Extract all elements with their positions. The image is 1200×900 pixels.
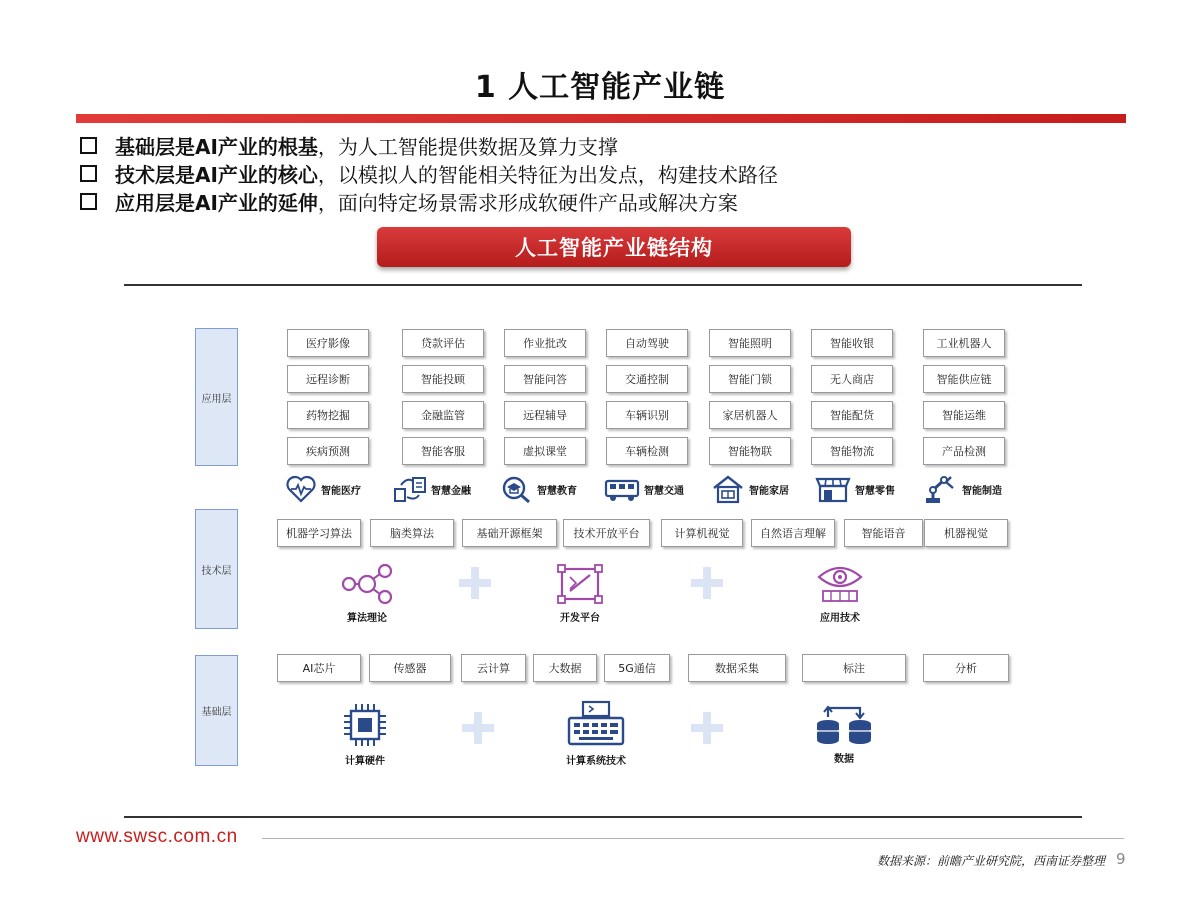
category-smart-home	[711, 474, 789, 504]
application-item: 智能客服	[402, 437, 484, 465]
technology-item: 计算机视觉	[661, 519, 743, 547]
category-smart-medical	[285, 475, 361, 503]
foundation-item: 5G通信	[604, 654, 670, 682]
tech-icon-label: 算法理论	[347, 613, 387, 624]
section-banner: 人工智能产业链结构	[377, 227, 851, 267]
eye-scan-icon	[813, 561, 867, 605]
category-smart-retail	[815, 475, 895, 503]
technology-item: 智能语音	[844, 519, 923, 547]
application-item: 自动驾驶	[606, 329, 688, 357]
checkbox-square-icon	[80, 137, 97, 154]
page-title: 1 人工智能产业链	[474, 70, 726, 105]
category-label: 智慧金融	[431, 485, 471, 497]
diagram-top-rule	[124, 284, 1082, 286]
application-item: 无人商店	[811, 365, 893, 393]
robot-arm-icon	[922, 474, 958, 504]
foundation-item: 大数据	[533, 654, 597, 682]
chip-icon	[339, 702, 391, 748]
heart-pulse-icon	[285, 475, 317, 503]
computer-system-icon	[565, 700, 627, 748]
foundation-icon-label: 数据	[834, 754, 854, 765]
application-item: 远程诊断	[287, 365, 369, 393]
bullet-bold: 技术层是AI产业的核心	[115, 162, 318, 187]
technology-item: 机器视觉	[924, 519, 1008, 547]
category-label: 智能医疗	[321, 485, 361, 497]
application-item: 智能照明	[709, 329, 791, 357]
plus-icon	[460, 710, 496, 746]
education-search-icon	[499, 475, 533, 503]
category-smart-finance	[393, 475, 471, 503]
bus-icon	[604, 475, 640, 503]
application-item: 交通控制	[606, 365, 688, 393]
title-divider	[76, 114, 1126, 123]
foundation-item: AI芯片	[277, 654, 361, 682]
technology-item: 自然语言理解	[751, 519, 835, 547]
application-item: 智能供应链	[923, 365, 1005, 393]
application-item: 智能收银	[811, 329, 893, 357]
application-item: 工业机器人	[923, 329, 1005, 357]
application-item: 智能问答	[504, 365, 586, 393]
layer-label-foundation: 基础层	[195, 655, 238, 766]
footer-divider	[262, 838, 1124, 839]
technology-item: 脑类算法	[370, 519, 454, 547]
foundation-icon-label: 计算系统技术	[566, 756, 626, 767]
category-label: 智慧教育	[537, 485, 577, 497]
tech-icon-algorithm	[337, 563, 397, 624]
foundation-item: 分析	[923, 654, 1009, 682]
application-item: 智能运维	[923, 401, 1005, 429]
application-item: 智能物流	[811, 437, 893, 465]
storefront-icon	[815, 475, 851, 503]
category-smart-manufacturing	[922, 474, 1002, 504]
bullet-text: ，为人工智能提供数据及算力支撑	[317, 134, 618, 159]
tech-icon-dev-platform	[546, 563, 614, 624]
algorithm-network-icon	[340, 563, 394, 605]
category-label: 智慧交通	[644, 485, 684, 497]
finance-exchange-icon	[393, 475, 427, 503]
foundation-icon-data	[813, 702, 875, 765]
application-item: 智能物联	[709, 437, 791, 465]
bullet-list	[80, 131, 1140, 215]
category-label: 智能制造	[962, 485, 1002, 497]
foundation-icon-hardware	[333, 702, 397, 767]
page-number: 9	[1116, 850, 1126, 868]
tech-icon-label: 开发平台	[560, 613, 600, 624]
category-label: 智能家居	[749, 485, 789, 497]
foundation-item: 传感器	[369, 654, 451, 682]
application-item: 智能配货	[811, 401, 893, 429]
foundation-item: 标注	[802, 654, 906, 682]
foundation-icon-computing-system	[553, 700, 639, 767]
category-smart-transport	[604, 475, 684, 503]
bullet-text: ，面向特定场景需求形成软硬件产品或解决方案	[317, 190, 738, 215]
checkbox-square-icon	[80, 165, 97, 182]
technology-item: 机器学习算法	[277, 519, 361, 547]
dev-platform-icon	[554, 563, 606, 605]
application-item: 虚拟课堂	[504, 437, 586, 465]
foundation-item: 数据采集	[688, 654, 786, 682]
smart-home-icon	[711, 474, 745, 504]
technology-item: 技术开放平台	[563, 519, 650, 547]
plus-icon	[457, 565, 493, 601]
application-item: 家居机器人	[709, 401, 791, 429]
application-item: 贷款评估	[402, 329, 484, 357]
application-item: 车辆识别	[606, 401, 688, 429]
application-item: 作业批改	[504, 329, 586, 357]
category-smart-education	[499, 475, 577, 503]
tech-icon-label: 应用技术	[820, 613, 860, 624]
application-item: 智能门锁	[709, 365, 791, 393]
bullet-bold: 基础层是AI产业的根基	[115, 134, 318, 159]
checkbox-square-icon	[80, 193, 97, 210]
database-sync-icon	[813, 702, 875, 746]
application-item: 药物挖掘	[287, 401, 369, 429]
footer-url-link[interactable]: www.swsc.com.cn	[76, 826, 238, 847]
application-item: 疾病预测	[287, 437, 369, 465]
data-source-note: 数据来源：前瞻产业研究院，西南证券整理	[876, 854, 1105, 868]
application-item: 医疗影像	[287, 329, 369, 357]
bullet-item	[80, 131, 1140, 159]
diagram-bottom-rule	[124, 816, 1082, 818]
bullet-bold: 应用层是AI产业的延伸	[115, 190, 318, 215]
application-item: 智能投顾	[402, 365, 484, 393]
bullet-item	[80, 159, 1140, 187]
plus-icon	[689, 565, 725, 601]
foundation-item: 云计算	[461, 654, 526, 682]
bullet-text: ，以模拟人的智能相关特征为出发点，构建技术路径	[317, 162, 778, 187]
technology-item: 基础开源框架	[462, 519, 557, 547]
application-item: 金融监管	[402, 401, 484, 429]
plus-icon	[689, 710, 725, 746]
tech-icon-applied	[808, 561, 872, 624]
application-item: 远程辅导	[504, 401, 586, 429]
foundation-icon-label: 计算硬件	[345, 756, 385, 767]
bullet-item	[80, 187, 1140, 215]
layer-label-application: 应用层	[195, 328, 238, 466]
layer-label-technology: 技术层	[195, 509, 238, 629]
application-item: 车辆检测	[606, 437, 688, 465]
category-label: 智慧零售	[855, 485, 895, 497]
application-item: 产品检测	[923, 437, 1005, 465]
